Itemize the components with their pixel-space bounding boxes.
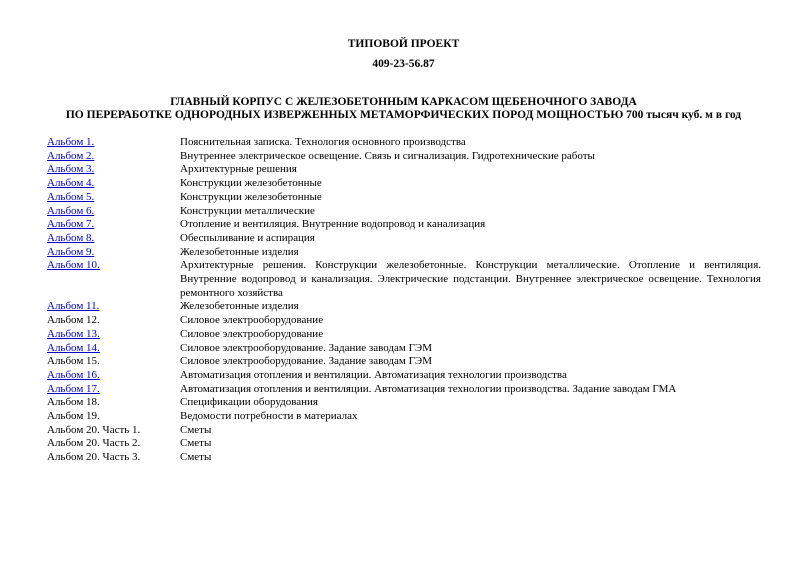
album-description: Силовое электрооборудование bbox=[180, 327, 324, 340]
album-link[interactable]: Альбом 9. bbox=[47, 245, 95, 258]
album-row bbox=[47, 355, 761, 369]
album-link[interactable]: Альбом 5. bbox=[47, 190, 95, 203]
album-description: Внутреннее электрическое освещение. Связь и сигнализация. Гидротехнические работы bbox=[180, 149, 595, 162]
album-link[interactable]: Альбом 1. bbox=[47, 136, 95, 148]
album-description: Силовое электрооборудование. Задание заводам ГЭМ bbox=[180, 355, 432, 368]
album-row bbox=[47, 150, 761, 164]
album-label-cell bbox=[47, 136, 180, 150]
album-description: Автоматизация отопления и вентиляции. Автоматизация технологии производства bbox=[180, 368, 567, 381]
album-description: Отопление и вентиляция. Внутренние водопровод и канализация bbox=[180, 218, 486, 231]
album-label-cell bbox=[47, 259, 180, 300]
album-row bbox=[47, 437, 761, 451]
album-label-cell bbox=[47, 437, 180, 451]
album-label: Альбом 19. bbox=[47, 410, 100, 423]
album-row bbox=[47, 424, 761, 438]
album-description: Конструкции железобетонные bbox=[180, 177, 322, 190]
album-label-cell bbox=[47, 424, 180, 438]
album-link[interactable]: Альбом 7. bbox=[47, 218, 95, 231]
album-row bbox=[47, 191, 761, 205]
album-label: Альбом 20. Часть 3. bbox=[47, 451, 141, 464]
project-name-line2: ПО ПЕРЕРАБОТКЕ ОДНОРОДНЫХ ИЗВЕРЖЕННЫХ МЕТАМОРФИЧЕСКИХ ПОРОД МОЩНОСТЬЮ 700 тысяч куб. м в год bbox=[65, 109, 742, 121]
album-row bbox=[47, 369, 761, 383]
album-description: Железобетонные изделия bbox=[180, 300, 299, 313]
album-link[interactable]: Альбом 14. bbox=[47, 341, 100, 354]
album-description: Сметы bbox=[180, 451, 212, 464]
album-description: Спецификации оборудования bbox=[180, 396, 318, 409]
album-label-cell bbox=[47, 177, 180, 191]
album-description: Архитектурные решения. Конструкции железобетонные. Конструкции металлические. Отопление и вентиляция. Внутренние водопровод и канализация. Электрические подстанции. Внутреннее электрическое освещение. Технология ремонтного хозяйства bbox=[180, 259, 761, 299]
album-description: Силовое электрооборудование bbox=[180, 314, 324, 327]
album-row bbox=[47, 451, 761, 465]
album-link[interactable]: Альбом 16. bbox=[47, 368, 100, 381]
album-description: Архитектурные решения bbox=[180, 163, 297, 176]
album-label-cell bbox=[47, 369, 180, 383]
album-row bbox=[47, 218, 761, 232]
album-row bbox=[47, 163, 761, 177]
album-description: Ведомости потребности в материалах bbox=[180, 410, 358, 423]
album-description: Обеспыливание и аспирация bbox=[180, 231, 315, 244]
album-description: Железобетонные изделия bbox=[180, 245, 299, 258]
album-label-cell bbox=[47, 300, 180, 314]
album-row bbox=[47, 177, 761, 191]
album-label-cell bbox=[47, 355, 180, 369]
album-row bbox=[47, 232, 761, 246]
album-label-cell bbox=[47, 383, 180, 397]
album-row bbox=[47, 410, 761, 424]
album-description: Конструкции железобетонные bbox=[180, 190, 322, 203]
album-row bbox=[47, 328, 761, 342]
album-description: Сметы bbox=[180, 437, 212, 450]
album-label-cell bbox=[47, 163, 180, 177]
album-link[interactable]: Альбом 3. bbox=[47, 163, 95, 176]
album-row bbox=[47, 314, 761, 328]
album-label-cell bbox=[47, 218, 180, 232]
album-link[interactable]: Альбом 8. bbox=[47, 231, 95, 244]
album-label-cell bbox=[47, 328, 180, 342]
album-label-cell bbox=[47, 396, 180, 410]
album-label-cell bbox=[47, 191, 180, 205]
album-description: Сметы bbox=[180, 423, 212, 436]
album-row bbox=[47, 300, 761, 314]
album-row bbox=[47, 342, 761, 356]
album-label: Альбом 20. Часть 2. bbox=[47, 437, 141, 450]
album-row bbox=[47, 383, 761, 397]
album-link[interactable]: Альбом 17. bbox=[47, 382, 100, 395]
album-row bbox=[47, 259, 761, 300]
album-label-cell bbox=[47, 205, 180, 219]
album-link[interactable]: Альбом 10. bbox=[47, 259, 100, 272]
album-label-cell bbox=[47, 150, 180, 164]
project-name-line1: ГЛАВНЫЙ КОРПУС С ЖЕЛЕЗОБЕТОННЫМ КАРКАСОМ ЩЕБЕНОЧНОГО ЗАВОДА bbox=[170, 96, 637, 108]
album-row bbox=[47, 136, 761, 150]
document-title: ТИПОВОЙ ПРОЕКТ bbox=[347, 38, 460, 50]
album-label-cell bbox=[47, 232, 180, 246]
album-description: Пояснительная записка. Технология основного производства bbox=[180, 136, 466, 148]
album-label-cell bbox=[47, 314, 180, 328]
album-label-cell bbox=[47, 246, 180, 260]
album-label: Альбом 15. bbox=[47, 355, 100, 368]
album-description: Конструкции металлические bbox=[180, 204, 315, 217]
album-label-cell bbox=[47, 451, 180, 465]
album-list bbox=[47, 136, 761, 465]
album-label: Альбом 12. bbox=[47, 314, 100, 327]
album-label-cell bbox=[47, 410, 180, 424]
project-number: 409-23-56.87 bbox=[372, 58, 435, 70]
album-link[interactable]: Альбом 13. bbox=[47, 327, 100, 340]
album-description: Силовое электрооборудование. Задание заводам ГЭМ bbox=[180, 341, 432, 354]
album-row bbox=[47, 396, 761, 410]
album-link[interactable]: Альбом 2. bbox=[47, 149, 95, 162]
album-label-cell bbox=[47, 342, 180, 356]
album-row bbox=[47, 205, 761, 219]
album-description: Автоматизация отопления и вентиляции. Автоматизация технологии производства. Задание заводам ГМА bbox=[180, 382, 677, 395]
album-label: Альбом 20. Часть 1. bbox=[47, 423, 141, 436]
album-label: Альбом 18. bbox=[47, 396, 100, 409]
album-link[interactable]: Альбом 6. bbox=[47, 204, 95, 217]
album-link[interactable]: Альбом 4. bbox=[47, 177, 95, 190]
album-row bbox=[47, 246, 761, 260]
album-link[interactable]: Альбом 11. bbox=[47, 300, 100, 313]
